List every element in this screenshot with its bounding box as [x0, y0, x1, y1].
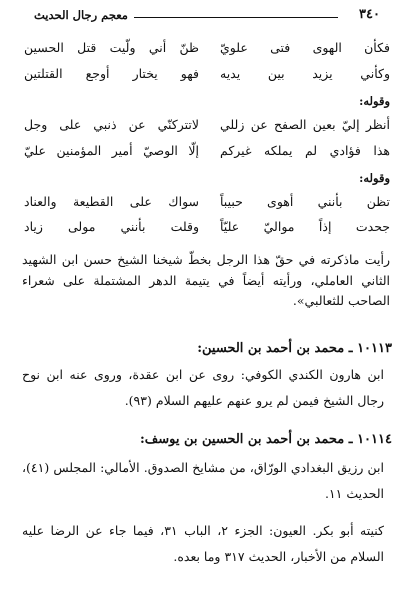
- verse-intro-label: وقوله:: [359, 171, 390, 185]
- verse-first-hemistich: جحدت إذاً مواليّ عليّاً: [220, 219, 390, 234]
- verse-line: [24, 117, 390, 137]
- verse-line: [24, 143, 390, 163]
- verse-second-hemistich: فهو يختار أوجع القتلتين: [24, 66, 199, 81]
- entry-title: ١٠١١٣ ـ محمد بن أحمد بن الحسين:: [197, 341, 392, 356]
- verse-second-hemistich: لاتتركنّي عن ذنبي على وجل: [24, 117, 199, 132]
- verse-line: [24, 66, 390, 86]
- verse-line: [24, 40, 390, 60]
- entry-body: ابن رزيق البغدادي الورّاق، من مشايخ الصدوق. الأمالي: المجلس (٤١)، الحديث ١١.: [22, 460, 384, 501]
- entry-title: ١٠١١٤ ـ محمد بن أحمد بن الحسين بن يوسف:: [139, 432, 392, 447]
- verse-first-hemistich: فكأن الهوى فتى علويّ: [220, 40, 390, 55]
- verse-first-hemistich: أنظر إليّ بعين الصفح عن زللي: [220, 117, 390, 132]
- verse-line: [24, 194, 390, 214]
- verse-second-hemistich: وقلت بأنني مولى زياد: [24, 219, 199, 234]
- header-rule: [134, 17, 338, 18]
- verse-line: [24, 219, 390, 239]
- entry-body: ابن هارون الكندي الكوفي: روى عن ابن عقدة، وروى عنه ابن نوح رجال الشيخ فيمن لم يرو عنهم عليهم السلام (٩٣).: [22, 367, 384, 408]
- verse-intro-label: وقوله:: [359, 94, 390, 108]
- verse-first-hemistich: وكأني يزيد بين يديه: [220, 66, 390, 81]
- verse-second-hemistich: سواك على القطيعة والعناد: [24, 194, 199, 209]
- running-title: معجم رجال الحديث: [34, 8, 128, 22]
- verse-second-hemistich: ظنّ أني ولّيت قتل الحسين: [24, 40, 199, 55]
- page-number: ٣٤٠: [359, 7, 380, 22]
- entry-note: كنيته أبو بكر. العيون: الجزء ٢، الباب ٣١، فيما جاء عن الرضا عليه السلام من الأخبار، الحديث ٣١٧ وما بعده.: [22, 523, 384, 564]
- running-header: [34, 6, 380, 26]
- verse-first-hemistich: هذا فؤادي لم يملكه غيركم: [220, 143, 390, 158]
- verse-second-hemistich: إلّا الوصيّ أمير المؤمنين عليّ: [24, 143, 199, 158]
- body-paragraph: رأيت ماذكرته في حقّ هذا الرجل بخطّ شيخنا الشيخ حسن ابن الشهيد الثاني العاملي، ورأيته أيضاً في يتيمة الدهر المشتملة على شعراء الصاحب للثعالبي».: [22, 252, 390, 308]
- verse-first-hemistich: تظن بأنني أهوى حبيباً: [220, 194, 390, 209]
